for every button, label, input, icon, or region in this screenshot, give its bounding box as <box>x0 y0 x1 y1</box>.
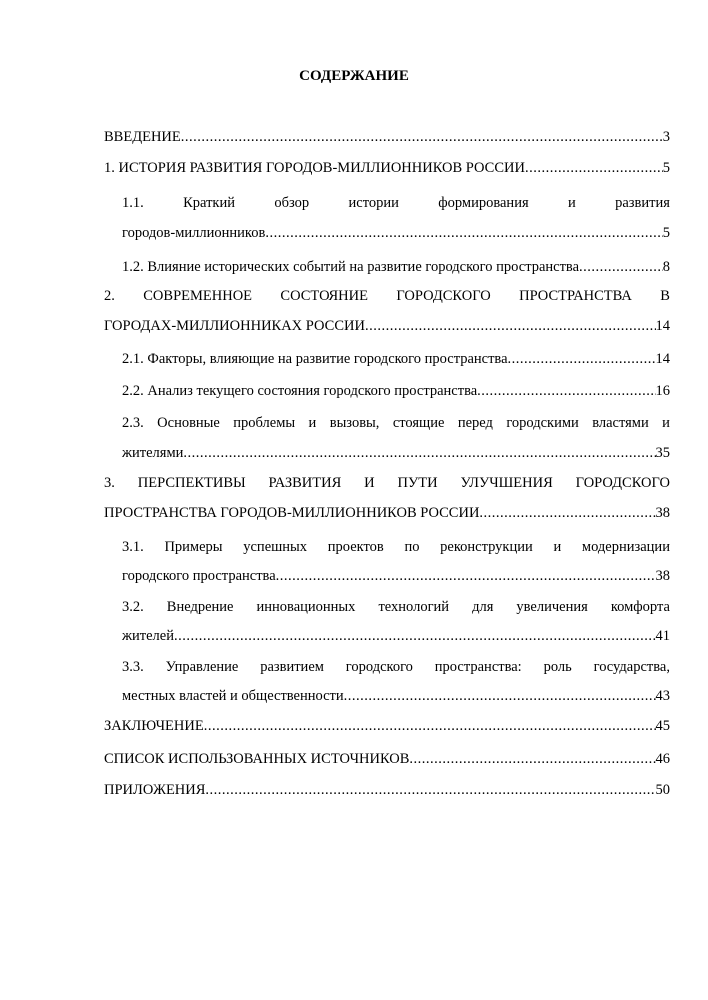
toc-entry-text: ВВЕДЕНИЕ <box>104 129 181 145</box>
toc-word: проблемы <box>233 415 296 431</box>
toc-entry-references[interactable] <box>104 749 670 769</box>
toc-entry-text: ПРИЛОЖЕНИЯ <box>104 782 206 798</box>
toc-entry-text: 1.2. Влияние исторических событий на развитие городского пространства <box>122 259 580 275</box>
toc-word: пространства: <box>434 659 522 675</box>
toc-word: проектов <box>327 539 384 555</box>
toc-word: реконструкции <box>440 539 533 555</box>
toc-word: 2. <box>104 288 115 304</box>
toc-entry-section-3-1[interactable] <box>122 537 670 557</box>
toc-entry-chapter-1[interactable] <box>104 158 670 178</box>
leader-dots <box>174 626 656 646</box>
toc-entry-appendices[interactable] <box>104 780 670 800</box>
toc-entry-text: 2.1. Факторы, влияющие на развитие городского пространства <box>122 351 508 367</box>
toc-word: 1.1. <box>122 195 144 211</box>
toc-word: успешных <box>243 539 308 555</box>
toc-entry-text: ПРОСТРАНСТВА ГОРОДОВ-МИЛЛИОННИКОВ РОССИИ <box>104 505 480 521</box>
toc-word: комфорта <box>610 599 670 615</box>
toc-word: технологий <box>378 599 450 615</box>
toc-word: 3.1. <box>122 539 144 555</box>
leader-dots <box>265 223 662 243</box>
toc-word: по <box>404 539 420 555</box>
toc-entry-section-3-2[interactable] <box>122 597 670 617</box>
toc-page-number: 16 <box>655 383 670 399</box>
toc-word: И <box>364 475 375 491</box>
leader-dots <box>276 566 656 586</box>
toc-entry-section-2-1[interactable] <box>122 349 670 369</box>
leader-dots <box>579 257 663 277</box>
toc-entry-section-3-3-cont[interactable] <box>122 686 670 706</box>
toc-entry-text: жителей <box>122 628 174 644</box>
toc-page-number: 5 <box>662 225 670 241</box>
leader-dots <box>525 158 663 178</box>
toc-entry-text: ЗАКЛЮЧЕНИЕ <box>104 718 204 734</box>
toc-page-number: 43 <box>655 688 670 704</box>
leader-dots <box>344 686 656 706</box>
leader-dots <box>181 127 663 147</box>
toc-word: стоящие <box>392 415 445 431</box>
toc-entry-section-1-1[interactable] <box>122 193 670 213</box>
leader-dots <box>477 381 655 401</box>
toc-word: ГОРОДСКОГО <box>575 475 670 491</box>
toc-word: СОСТОЯНИЕ <box>280 288 368 304</box>
toc-entry-chapter-2-cont[interactable] <box>104 316 670 336</box>
toc-word: ПУТИ <box>397 475 438 491</box>
leader-dots <box>205 780 655 800</box>
toc-entry-chapter-3-cont[interactable] <box>104 503 670 523</box>
toc-word: увеличения <box>516 599 588 615</box>
toc-word: обзор <box>274 195 310 211</box>
toc-word: Внедрение <box>166 599 234 615</box>
toc-entry-section-3-2-cont[interactable] <box>122 626 670 646</box>
toc-word: ПЕРСПЕКТИВЫ <box>137 475 246 491</box>
toc-page-number: 35 <box>655 445 670 461</box>
leader-dots <box>204 716 656 736</box>
toc-word: и <box>308 415 317 431</box>
leader-dots <box>409 749 655 769</box>
toc-word: УЛУЧШЕНИЯ <box>460 475 553 491</box>
toc-word: истории <box>348 195 399 211</box>
toc-page-number: 14 <box>655 351 670 367</box>
toc-word: государства, <box>593 659 670 675</box>
toc-word: роль <box>543 659 572 675</box>
toc-page-number: 14 <box>655 318 670 334</box>
toc-entry-text: СПИСОК ИСПОЛЬЗОВАННЫХ ИСТОЧНИКОВ <box>104 751 410 767</box>
toc-page-number: 38 <box>655 505 670 521</box>
toc-word: городского <box>345 659 413 675</box>
toc-page-number: 45 <box>655 718 670 734</box>
toc-page-number: 50 <box>655 782 670 798</box>
toc-entry-text: 1. ИСТОРИЯ РАЗВИТИЯ ГОРОДОВ-МИЛЛИОННИКОВ РОССИИ <box>104 160 525 176</box>
toc-entry-section-2-2[interactable] <box>122 381 670 401</box>
toc-entry-chapter-3[interactable] <box>104 473 670 493</box>
toc-word: и <box>553 539 562 555</box>
toc-page-number: 38 <box>655 568 670 584</box>
toc-word: вызовы, <box>329 415 380 431</box>
toc-word: ПРОСТРАНСТВА <box>519 288 632 304</box>
toc-word: СОВРЕМЕННОЕ <box>143 288 253 304</box>
toc-page-number: 5 <box>662 160 670 176</box>
toc-page-number: 8 <box>662 259 670 275</box>
toc-word: 3.2. <box>122 599 144 615</box>
toc-word: Примеры <box>164 539 223 555</box>
toc-word: перед <box>457 415 493 431</box>
toc-entry-text: местных властей и общественности <box>122 688 344 704</box>
toc-word: РАЗВИТИЯ <box>268 475 342 491</box>
toc-word: Основные <box>157 415 220 431</box>
toc-entry-text: жителями <box>122 445 184 461</box>
leader-dots <box>508 349 656 369</box>
toc-word: 3. <box>104 475 115 491</box>
toc-title: СОДЕРЖАНИЕ <box>299 68 409 84</box>
toc-word: городскими <box>506 415 579 431</box>
toc-entry-section-3-1-cont[interactable] <box>122 566 670 586</box>
toc-page-number: 3 <box>662 129 670 145</box>
toc-word: развитием <box>260 659 324 675</box>
toc-entry-intro[interactable] <box>104 127 670 147</box>
toc-word: властями <box>592 415 649 431</box>
toc-entry-text: городов-миллионников <box>122 225 266 241</box>
toc-page-number: 46 <box>655 751 670 767</box>
toc-entry-section-1-1-cont[interactable] <box>122 223 670 243</box>
toc-word: и <box>662 415 670 431</box>
toc-word: модернизации <box>581 539 670 555</box>
toc-word: для <box>472 599 494 615</box>
toc-entry-section-2-3[interactable] <box>122 413 670 433</box>
toc-word: формирования <box>438 195 529 211</box>
toc-word: ГОРОДСКОГО <box>396 288 491 304</box>
toc-word: развития <box>615 195 670 211</box>
toc-entry-section-3-3[interactable] <box>122 657 670 677</box>
toc-page-number: 41 <box>655 628 670 644</box>
toc-word: В <box>660 288 670 304</box>
toc-word: 3.3. <box>122 659 144 675</box>
leader-dots <box>365 316 656 336</box>
toc-entry-chapter-2[interactable] <box>104 286 670 306</box>
toc-entry-text: городского пространства <box>122 568 276 584</box>
toc-word: Краткий <box>183 195 235 211</box>
toc-word: Управление <box>165 659 239 675</box>
toc-word: инновационных <box>256 599 356 615</box>
toc-entry-text: ГОРОДАХ-МИЛЛИОННИКАХ РОССИИ <box>104 318 365 334</box>
toc-entry-text: 2.2. Анализ текущего состояния городского пространства <box>122 383 478 399</box>
toc-word: 2.3. <box>122 415 144 431</box>
toc-word: и <box>568 195 576 211</box>
leader-dots <box>479 503 655 523</box>
toc-entry-section-2-3-cont[interactable] <box>122 443 670 463</box>
toc-entry-section-1-2[interactable] <box>122 257 670 277</box>
leader-dots <box>183 443 655 463</box>
toc-entry-conclusion[interactable] <box>104 716 670 736</box>
